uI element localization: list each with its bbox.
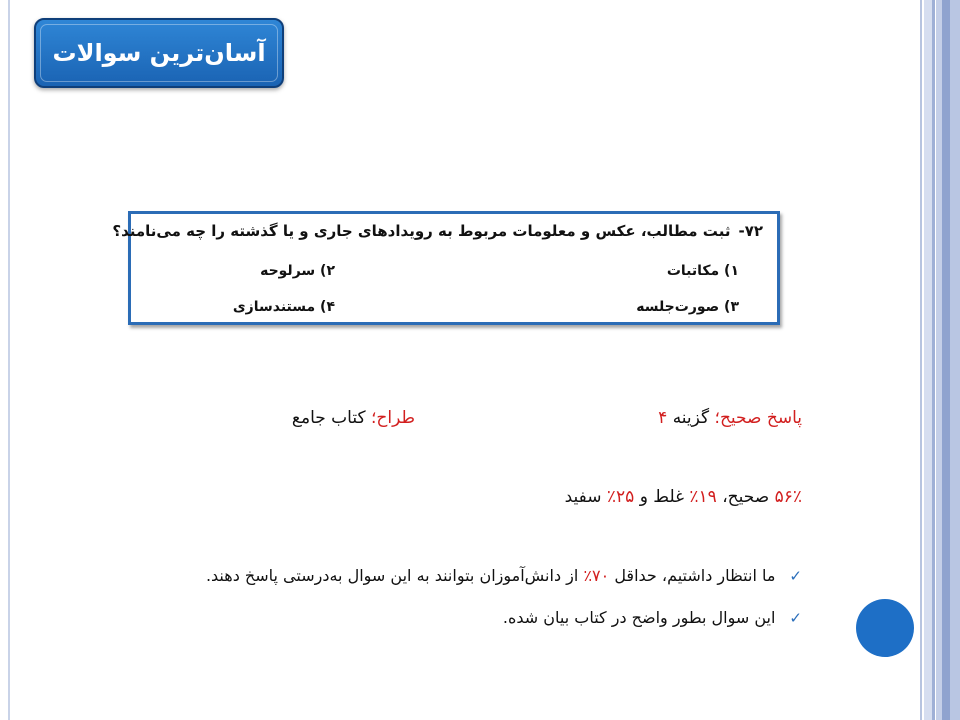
option-4: ۴) مستندسازی <box>232 299 335 315</box>
wrong-word: غلط و <box>639 487 684 507</box>
question-number: ۷۲- <box>738 222 763 240</box>
question-box <box>112 211 780 325</box>
option-2: ۲) سرلوحه <box>260 263 335 279</box>
question-line <box>112 222 763 240</box>
bullet-item-clarity <box>503 608 802 627</box>
question-text: ثبت مطالب، عکس و معلومات مربوط به رویدادهای جاری و یا گذشته را چه می‌نامند؟ <box>112 222 731 240</box>
title-banner <box>34 18 284 88</box>
designer-value: کتاب جامع <box>291 408 366 428</box>
check-icon: ✓ <box>789 566 802 585</box>
correct-percent: ۵۶٪ <box>774 487 802 507</box>
left-frame-line <box>8 0 10 720</box>
decorative-stripe <box>932 0 935 720</box>
decorative-stripe <box>942 0 950 720</box>
decorative-stripe <box>920 0 922 720</box>
slide-title: آسان‌ترین سوالات <box>52 39 266 67</box>
wrong-percent: ۱۹٪ <box>689 487 717 507</box>
correct-answer-label: پاسخ صحیح؛ <box>714 408 802 428</box>
option-3: ۳) صورت‌جلسه <box>636 299 739 315</box>
blank-percent: ۲۵٪ <box>606 487 635 507</box>
bullet-item-expectation <box>206 566 802 585</box>
decorative-stripe <box>950 0 960 720</box>
bullet-1-before: ما انتظار داشتیم، حداقل <box>614 566 776 585</box>
bullet-1-after: از دانش‌آموزان بتوانند به این سوال به‌درستی پاسخ دهند. <box>205 566 579 585</box>
bullet-2-text: این سوال بطور واضح در کتاب بیان شده. <box>502 608 776 627</box>
designer-line <box>292 408 415 428</box>
correct-answer-prefix: گزینه <box>672 408 710 428</box>
decorative-stripe <box>924 0 932 720</box>
check-icon: ✓ <box>789 608 802 627</box>
correct-answer-number: ۴ <box>658 408 668 428</box>
correct-answer-line <box>658 408 802 428</box>
correct-word: صحیح، <box>722 487 770 507</box>
option-1: ۱) مکاتبات <box>666 263 739 279</box>
blank-word: سفید <box>564 487 602 507</box>
bullet-1-text <box>206 566 775 585</box>
designer-label: طراح؛ <box>370 408 415 428</box>
bullet-1-percent: ۷۰٪ <box>583 566 610 585</box>
decorative-circle <box>856 599 914 657</box>
answer-stats-line <box>565 487 802 507</box>
